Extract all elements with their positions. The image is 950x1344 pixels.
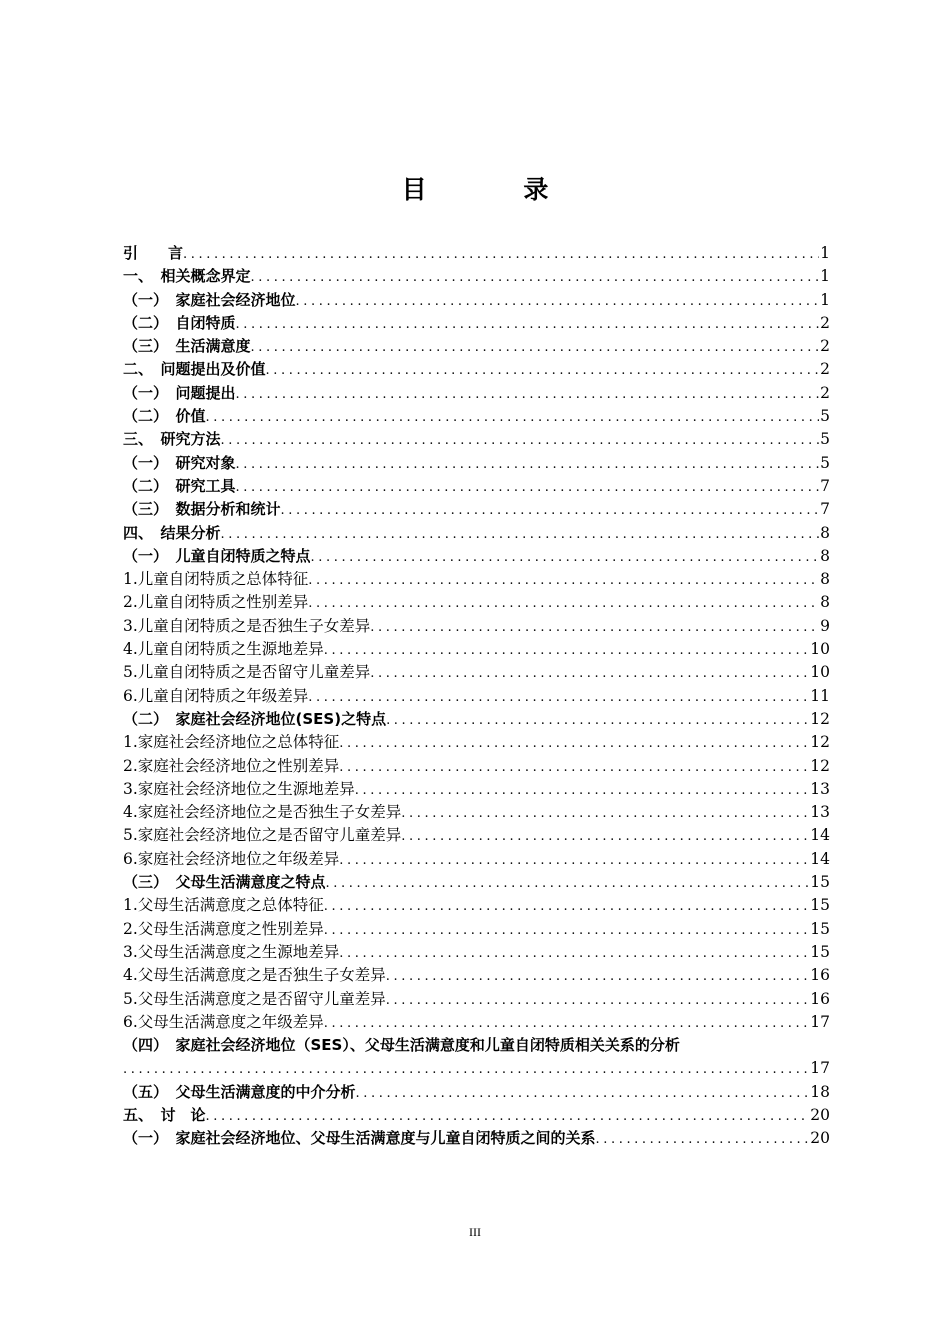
toc-entry[interactable] bbox=[123, 638, 830, 661]
toc-entry-label: 4.家庭社会经济地位之是否独生子女差异 bbox=[123, 803, 402, 822]
toc-entry-label: 1.家庭社会经济地位之总体特征 bbox=[123, 733, 340, 752]
toc-entry-page: 12 bbox=[810, 756, 830, 775]
toc-leader-dots bbox=[308, 592, 819, 614]
toc-entry-page: 12 bbox=[810, 709, 830, 728]
toc-entry-page: 14 bbox=[810, 849, 830, 868]
toc-leader-dots bbox=[370, 662, 809, 684]
toc-entry-label: 1.父母生活满意度之总体特征 bbox=[123, 896, 324, 915]
toc-leader-dots bbox=[296, 290, 820, 312]
toc-entry[interactable] bbox=[123, 964, 830, 987]
toc-entry-label: （二） 家庭社会经济地位(SES)之特点 bbox=[123, 709, 387, 728]
toc-entry-page: 8 bbox=[820, 593, 830, 612]
toc-entry-label: （一） 家庭社会经济地位、父母生活满意度与儿童自闭特质之间的关系 bbox=[123, 1129, 596, 1148]
toc-entry-label: 5.儿童自闭特质之是否留守儿童差异 bbox=[123, 663, 371, 682]
toc-entry-page: 13 bbox=[810, 779, 830, 798]
toc-entry-page: 2 bbox=[820, 313, 830, 332]
toc-entry[interactable] bbox=[123, 1011, 830, 1034]
toc-entry-label: 五、 讨 论 bbox=[123, 1105, 206, 1124]
toc-entry-page: 1 bbox=[820, 290, 830, 309]
toc-entry[interactable] bbox=[123, 848, 830, 871]
toc-entry-label: （三） 父母生活满意度之特点 bbox=[123, 873, 326, 892]
toc-entry-page: 5 bbox=[820, 407, 830, 426]
toc-entry-page: 15 bbox=[810, 896, 830, 915]
toc-entry-page: 10 bbox=[810, 663, 830, 682]
toc-entry-page: 14 bbox=[810, 826, 830, 845]
toc-entry-page: 1 bbox=[820, 267, 830, 286]
toc-entry-label: （五） 父母生活满意度的中介分析 bbox=[123, 1082, 356, 1101]
toc-entry-label: 5.父母生活满意度之是否留守儿童差异 bbox=[123, 989, 386, 1008]
toc-leader-dots bbox=[386, 989, 809, 1011]
toc-leader-dots bbox=[370, 616, 819, 638]
toc-entry-page: 11 bbox=[810, 686, 830, 705]
toc-entry-page: 16 bbox=[810, 989, 830, 1008]
toc-leader-dots bbox=[123, 1058, 809, 1080]
page-number-footer: III bbox=[469, 1225, 481, 1239]
toc-entry-label: （一） 研究对象 bbox=[123, 453, 236, 472]
toc-entry[interactable] bbox=[123, 289, 830, 312]
toc-entry-label: 2.家庭社会经济地位之性别差异 bbox=[123, 756, 340, 775]
toc-entry[interactable] bbox=[123, 452, 830, 475]
toc-entry-page: 13 bbox=[810, 803, 830, 822]
toc-entry-label: 6.儿童自闭特质之年级差异 bbox=[123, 686, 309, 705]
toc-entry-page: 2 bbox=[820, 337, 830, 356]
toc-leader-dots bbox=[236, 476, 820, 498]
toc-entry-page: 15 bbox=[810, 919, 830, 938]
toc-entry[interactable] bbox=[123, 335, 830, 358]
toc-entry-label: 3.家庭社会经济地位之生源地差异 bbox=[123, 779, 355, 798]
toc-leader-dots bbox=[355, 779, 809, 801]
toc-title: 目 录 bbox=[401, 175, 593, 204]
toc-leader-dots bbox=[251, 336, 820, 358]
toc-entry-label: 三、 研究方法 bbox=[123, 430, 221, 449]
toc-entry-page: 17 bbox=[810, 1012, 830, 1031]
toc-entry[interactable] bbox=[123, 778, 830, 801]
toc-entry-label: （四） 家庭社会经济地位（SES）、父母生活满意度和儿童自闭特质相关关系的分析 bbox=[123, 1036, 680, 1055]
toc-leader-dots bbox=[386, 709, 809, 731]
toc-entry-page: 2 bbox=[820, 383, 830, 402]
toc-entry[interactable] bbox=[123, 522, 830, 545]
toc-leader-dots bbox=[308, 569, 819, 591]
toc-entry[interactable] bbox=[123, 988, 830, 1011]
toc-entry[interactable] bbox=[123, 941, 830, 964]
toc-entry-label: 2.儿童自闭特质之性别差异 bbox=[123, 593, 309, 612]
toc-entry[interactable] bbox=[123, 1127, 830, 1150]
toc-entry-label: 5.家庭社会经济地位之是否留守儿童差异 bbox=[123, 826, 402, 845]
toc-entry[interactable] bbox=[123, 661, 830, 684]
toc-leader-dots bbox=[339, 732, 809, 754]
toc-entry-label: 二、 问题提出及价值 bbox=[123, 360, 266, 379]
toc-leader-dots bbox=[281, 499, 820, 521]
toc-entry-wrapped[interactable] bbox=[123, 1034, 830, 1081]
toc-entry-page: 9 bbox=[820, 616, 830, 635]
toc-leader-dots bbox=[206, 406, 820, 428]
toc-entry[interactable] bbox=[123, 731, 830, 754]
toc-leader-dots bbox=[324, 919, 809, 941]
toc-entry-page: 7 bbox=[820, 500, 830, 519]
toc-leader-dots bbox=[308, 686, 809, 708]
toc-entry[interactable] bbox=[123, 918, 830, 941]
toc-leader-dots bbox=[339, 942, 809, 964]
toc-leader-dots bbox=[206, 1105, 810, 1127]
toc-leader-dots bbox=[596, 1128, 810, 1150]
toc-entry-label: （一） 问题提出 bbox=[123, 383, 236, 402]
toc-leader-dots bbox=[401, 825, 809, 847]
toc-entry-page: 8 bbox=[820, 570, 830, 589]
toc-leader-dots bbox=[324, 639, 809, 661]
toc-entry-label: 4.父母生活满意度之是否独生子女差异 bbox=[123, 966, 386, 985]
toc-entry[interactable] bbox=[123, 1104, 830, 1127]
toc-entry-label: 6.父母生活满意度之年级差异 bbox=[123, 1012, 324, 1031]
toc-entry[interactable] bbox=[123, 615, 830, 638]
toc-entry-page: 17 bbox=[810, 1059, 830, 1078]
toc-entry-label: 1.儿童自闭特质之总体特征 bbox=[123, 570, 309, 589]
toc-entry-page: 20 bbox=[810, 1105, 830, 1124]
toc-leader-dots bbox=[356, 1082, 810, 1104]
toc-entry-page: 16 bbox=[810, 966, 830, 985]
toc-entry[interactable] bbox=[123, 568, 830, 591]
toc-entry[interactable] bbox=[123, 894, 830, 917]
toc-entry[interactable] bbox=[123, 871, 830, 894]
toc-leader-dots bbox=[324, 895, 809, 917]
toc-entry[interactable] bbox=[123, 475, 830, 498]
toc-leader-dots bbox=[221, 523, 820, 545]
toc-entry[interactable] bbox=[123, 382, 830, 405]
toc-entry[interactable] bbox=[123, 358, 830, 381]
toc-entry-page: 2 bbox=[820, 360, 830, 379]
toc-entry[interactable] bbox=[123, 312, 830, 335]
toc-leader-dots bbox=[401, 802, 809, 824]
table-of-contents bbox=[123, 242, 830, 1151]
toc-entry[interactable] bbox=[123, 405, 830, 428]
toc-entry-label: （三） 生活满意度 bbox=[123, 337, 251, 356]
toc-entry-label: （二） 研究工具 bbox=[123, 476, 236, 495]
toc-entry-page: 8 bbox=[820, 546, 830, 565]
toc-leader-dots bbox=[324, 1012, 809, 1034]
toc-entry[interactable] bbox=[123, 708, 830, 731]
toc-leader-dots bbox=[339, 849, 809, 871]
toc-entry[interactable] bbox=[123, 1081, 830, 1104]
toc-entry-label: 3.父母生活满意度之生源地差异 bbox=[123, 942, 340, 961]
toc-entries-tail bbox=[123, 1081, 830, 1151]
toc-entry[interactable] bbox=[123, 242, 830, 265]
toc-entry-page: 1 bbox=[820, 244, 830, 262]
toc-entry-label: 6.家庭社会经济地位之年级差异 bbox=[123, 849, 340, 868]
toc-entry-label: （一） 儿童自闭特质之特点 bbox=[123, 546, 311, 565]
toc-entry[interactable] bbox=[123, 685, 830, 708]
toc-entry-page: 15 bbox=[810, 942, 830, 961]
toc-leader-dots bbox=[311, 546, 820, 568]
toc-entry-page: 20 bbox=[810, 1129, 830, 1148]
toc-leader-dots bbox=[221, 429, 820, 451]
toc-entry-label: （一） 家庭社会经济地位 bbox=[123, 290, 296, 309]
toc-leader-dots bbox=[266, 359, 820, 381]
toc-entry-label: （二） 价值 bbox=[123, 407, 206, 426]
toc-entry-page: 8 bbox=[820, 523, 830, 542]
toc-entry-label: 3.儿童自闭特质之是否独生子女差异 bbox=[123, 616, 371, 635]
toc-entry-label: 四、 结果分析 bbox=[123, 523, 221, 542]
toc-entry-page: 18 bbox=[810, 1082, 830, 1101]
toc-leader-dots bbox=[236, 313, 820, 335]
toc-entry-label: （二） 自闭特质 bbox=[123, 313, 236, 332]
toc-entry[interactable] bbox=[123, 591, 830, 614]
toc-entry-page: 7 bbox=[820, 476, 830, 495]
toc-entry-page: 12 bbox=[810, 733, 830, 752]
toc-leader-dots bbox=[236, 453, 820, 475]
toc-entry-label: 4.儿童自闭特质之生源地差异 bbox=[123, 640, 324, 659]
toc-entry[interactable] bbox=[123, 755, 830, 778]
toc-leader-dots bbox=[236, 383, 820, 405]
toc-leader-dots bbox=[183, 243, 819, 265]
toc-entry-page: 10 bbox=[810, 640, 830, 659]
toc-entries bbox=[123, 242, 830, 1034]
toc-entry-page: 5 bbox=[820, 430, 830, 449]
toc-leader-dots bbox=[386, 965, 809, 987]
toc-leader-dots bbox=[339, 756, 809, 778]
toc-entry-label: 引 言 bbox=[123, 244, 184, 262]
toc-entry-label: 一、 相关概念界定 bbox=[123, 267, 251, 286]
toc-entry[interactable] bbox=[123, 498, 830, 521]
toc-leader-dots bbox=[326, 872, 810, 894]
toc-leader-dots bbox=[251, 266, 820, 288]
toc-entry[interactable] bbox=[123, 265, 830, 288]
toc-entry-label: 2.父母生活满意度之性别差异 bbox=[123, 919, 324, 938]
toc-entry-page: 5 bbox=[820, 453, 830, 472]
toc-entry[interactable] bbox=[123, 824, 830, 847]
toc-entry[interactable] bbox=[123, 428, 830, 451]
toc-entry-page: 15 bbox=[810, 873, 830, 892]
toc-entry[interactable] bbox=[123, 801, 830, 824]
toc-entry-label: （三） 数据分析和统计 bbox=[123, 500, 281, 519]
toc-entry[interactable] bbox=[123, 545, 830, 568]
